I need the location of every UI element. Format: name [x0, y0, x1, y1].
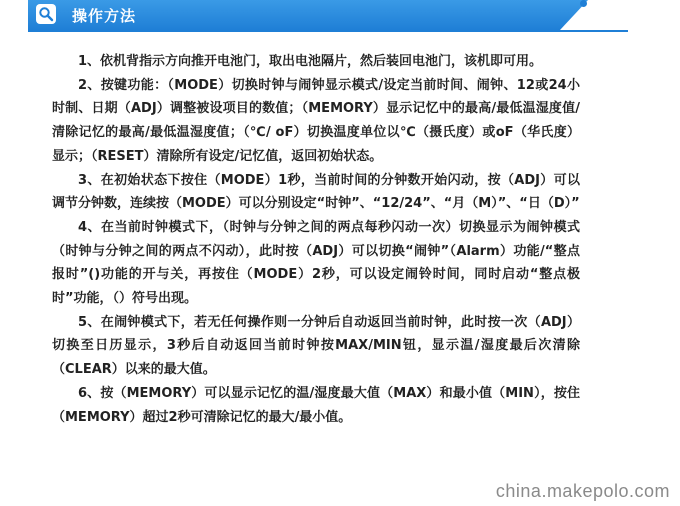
instruction-paragraph-5: 5、在闹钟模式下，若无任何操作则一分钟后自动返回当前时钟，此时按一次（ADJ）切换至日历显示，3秒后自动返回当前时钟按MAX/MIN钮，显示温/湿度最后次清除（CLEAR）以来的最大值。	[52, 314, 580, 378]
search-icon	[36, 4, 56, 24]
decorative-dot	[580, 0, 587, 7]
instruction-paragraph-6: 6、按（MEMORY）可以显示记忆的温/湿度最大值（MAX）和最小值（MIN），按住（MEMORY）超过2秒可清除记忆的最大/最小值。	[52, 385, 580, 425]
header-underline	[28, 30, 628, 32]
instruction-paragraph-1: 1、依机背指示方向推开电池门，取出电池隔片，然后装回电池门，该机即可用。	[78, 54, 543, 69]
instructions-body	[52, 50, 580, 429]
section-header	[28, 0, 608, 32]
instruction-paragraph-3: 3、在初始状态下按住（MODE）1秒，当前时间的分钟数开始闪动，按（ADJ）可以调节分钟数，连续按（MODE）可以分别设定“时钟”、“12/24”、“月（M）”、“日（D）”	[52, 172, 580, 212]
instruction-paragraph-2: 2、按键功能：（MODE）切换时钟与闹钟显示模式/设定当前时间、闹钟、12或24小时制、日期（ADJ）调整被设项目的数值；（MEMORY）显示记忆中的最高/最低温湿度值/清除记忆的最高/最低温湿度值；（℃/ oF）切换温度单位以℃（摄氏度）或oF（华氏度）显示；（RESET）清除所有设定/记忆值，返回初始状态。	[52, 77, 580, 164]
section-title: 操作方法	[72, 7, 137, 25]
instruction-paragraph-4: 4、在当前时钟模式下，（时钟与分钟之间的两点每秒闪动一次）切换显示为闹钟模式（时钟与分钟之间的两点不闪动），此时按（ADJ）可以切换“闹钟”（Alarm）功能/“整点报时”()功能的开与关，再按住（MODE）2秒，可以设定闹铃时间，同时启动“整点极时”功能，（）符号出现。	[52, 219, 580, 307]
watermark: china.makepolo.com	[495, 481, 670, 501]
